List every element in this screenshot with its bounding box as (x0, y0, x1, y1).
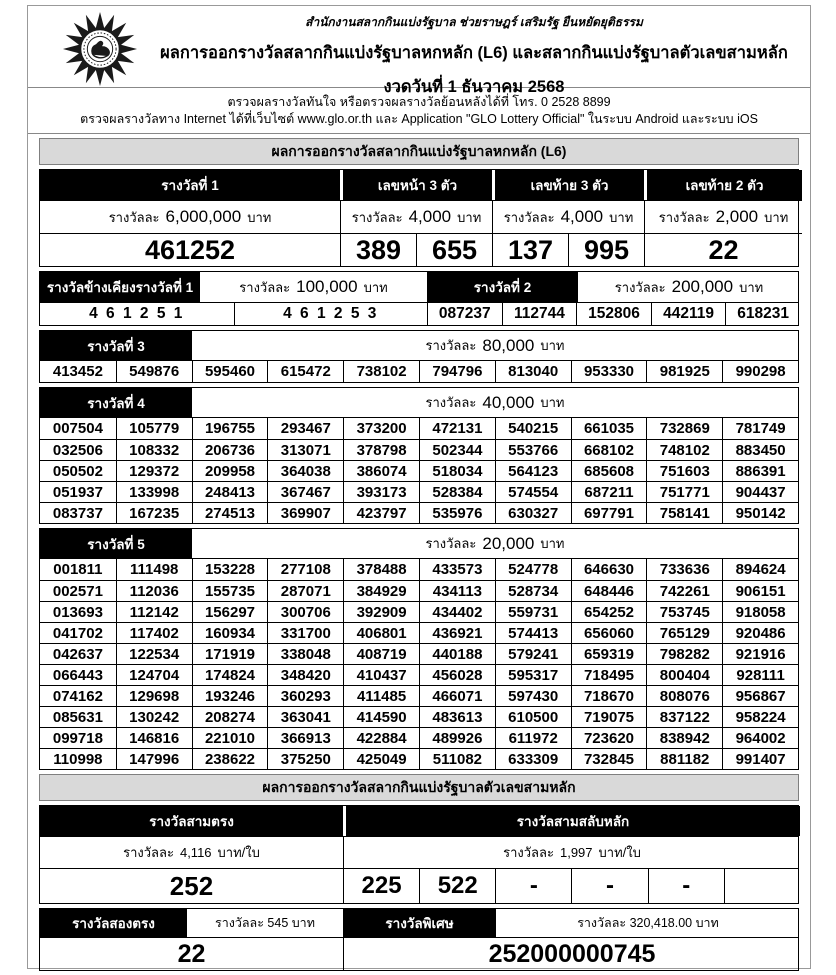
prize4-number: 007504 (52, 420, 103, 437)
prize5-number: 378488 (343, 559, 419, 580)
permuted3-dash: - (648, 869, 724, 903)
prize5-number: 489926 (419, 727, 495, 748)
prize5-number: 410437 (343, 664, 419, 685)
prize4-number: 904437 (722, 481, 798, 502)
prize5-number: 221010 (192, 727, 268, 748)
prize5-amount: รางวัลละ 20,000 บาท (425, 533, 565, 553)
prize5-number: 808076 (646, 685, 722, 706)
prize5-number: 375250 (267, 748, 343, 769)
prize5-number: 659319 (571, 643, 647, 664)
prize3-header: รางวัลที่ 3 (40, 331, 192, 360)
prize5-number: 434113 (419, 580, 495, 601)
prize2-number: 112744 (502, 303, 577, 325)
prize5-number: 434402 (419, 601, 495, 622)
prize3-table (39, 330, 799, 383)
prize5-number: 956867 (722, 685, 798, 706)
straight3-number: 252 (169, 870, 214, 901)
permuted3-header: รางวัลสามสลับหลัก (343, 806, 800, 836)
prize4-number: 386074 (343, 460, 419, 481)
prize5-number: 633309 (495, 748, 571, 769)
prize5-number: 718495 (571, 664, 647, 685)
prize4-number: 313071 (267, 439, 343, 460)
permuted3-number: 522 (419, 869, 495, 903)
prize5-number: 906151 (722, 580, 798, 601)
permuted3-number: 225 (343, 869, 419, 903)
prize4-number: 472131 (419, 418, 495, 439)
prize4-number: 751771 (646, 481, 722, 502)
prize3-number: 738102 (343, 361, 419, 382)
prize4-number: 535976 (419, 502, 495, 523)
prize4-number: 886391 (722, 460, 798, 481)
prize5-number: 406801 (343, 622, 419, 643)
prize5-number: 238622 (192, 748, 268, 769)
first-prize-amount: รางวัลละ 6,000,000 บาท (40, 200, 340, 233)
prize4-number: 206736 (192, 439, 268, 460)
prize5-number: 654252 (571, 601, 647, 622)
prize5-number: 193246 (192, 685, 268, 706)
prize4-number: 758141 (646, 502, 722, 523)
prize4-number: 518034 (419, 460, 495, 481)
prize4-number: 105779 (116, 418, 192, 439)
prize3-number: 615472 (267, 361, 343, 382)
prize5-number: 384929 (343, 580, 419, 601)
prize5-number: 964002 (722, 727, 798, 748)
prize5-number: 338048 (267, 643, 343, 664)
prize5-number: 920486 (722, 622, 798, 643)
prize5-number: 483613 (419, 706, 495, 727)
glo-emblem-logo (61, 10, 139, 88)
agency-tagline: สำนักงานสลากกินแบ่งรัฐบาล ช่วยราษฎร์ เสริมรัฐ ยืนหยัดยุติธรรม (305, 15, 643, 29)
contact-web-line: ตรวจผลรางวัลทาง Internet ได้ที่เว็บไซต์ www.glo.or.th และ Application "GLO Lottery Official" ในระบบ Android และระบบ iOS (80, 112, 758, 126)
prize4-number: 129372 (116, 460, 192, 481)
prize5-number: 300706 (267, 601, 343, 622)
prize4-number: 364038 (267, 460, 343, 481)
adjacent-prize2-table (39, 271, 799, 326)
prize3-numbers (40, 360, 798, 382)
prize5-number: 099718 (40, 727, 116, 748)
last3-amount: รางวัลละ 4,000 บาท (492, 200, 644, 233)
prize5-number: 422884 (343, 727, 419, 748)
prize5-number: 574413 (495, 622, 571, 643)
prize4-number: 574554 (495, 481, 571, 502)
prize5-numbers (40, 558, 798, 769)
prize4-number: 108332 (116, 439, 192, 460)
prize4-number: 393173 (343, 481, 419, 502)
prize5-number: 733636 (646, 559, 722, 580)
prize4-number: 373200 (343, 418, 419, 439)
prize5-header: รางวัลที่ 5 (40, 529, 192, 558)
prize4-number: 209958 (192, 460, 268, 481)
three-digit-table (39, 805, 799, 904)
prize3-number: 413452 (52, 363, 103, 380)
prize5-number: 610500 (495, 706, 571, 727)
prize5-number: 928111 (722, 664, 798, 685)
adjacent-prize-amount: รางวัลละ 100,000 บาท (239, 277, 388, 296)
prize2-number: 618231 (725, 303, 800, 325)
prize5-number: 001811 (53, 561, 103, 578)
prize4-number: 274513 (192, 502, 268, 523)
straight2-number: 22 (177, 939, 206, 968)
prize5-number: 129698 (116, 685, 192, 706)
section-title-l6: ผลการออกรางวัลสลากกินแบ่งรัฐบาลหกหลัก (L6) (39, 138, 799, 165)
front3-number-2: 655 (416, 233, 492, 266)
adjacent-number-1: 4 6 1 2 5 1 (89, 305, 185, 322)
prize5-number: 348420 (267, 664, 343, 685)
permuted3-amount: รางวัลละ 1,997 บาท/ใบ (343, 837, 800, 868)
permuted3-dash: - (495, 869, 571, 903)
prize4-number: 661035 (571, 418, 647, 439)
prize5-number: 408719 (343, 643, 419, 664)
prize3-number: 981925 (646, 361, 722, 382)
prize4-number: 502344 (419, 439, 495, 460)
prize4-number: 685608 (571, 460, 647, 481)
prize5-number: 894624 (722, 559, 798, 580)
last3-header: เลขท้าย 3 ตัว (492, 170, 644, 200)
prize5-number: 798282 (646, 643, 722, 664)
first-prize-number: 461252 (40, 233, 340, 266)
adjacent-number-2: 4 6 1 2 5 3 (234, 303, 428, 325)
prize5-number: 147996 (116, 748, 192, 769)
prize4-number: 528384 (419, 481, 495, 502)
prize3-number: 595460 (192, 361, 268, 382)
contact-phone-line: ตรวจผลรางวัลทันใจ หรือตรวจผลรางวัลย้อนหลังได้ที่ โทร. 0 2528 8899 (227, 95, 611, 109)
prize3-amount: รางวัลละ 80,000 บาท (425, 335, 565, 355)
prize5-number: 331700 (267, 622, 343, 643)
straight2-amount: รางวัลละ 545 บาท (215, 916, 315, 930)
prize5-number: 559731 (495, 601, 571, 622)
prize5-number: 425049 (343, 748, 419, 769)
prize5-number: 595317 (495, 664, 571, 685)
prize5-number: 723620 (571, 727, 647, 748)
prize4-number: 167235 (116, 502, 192, 523)
prize5-number: 155735 (192, 580, 268, 601)
first-prize-header: รางวัลที่ 1 (40, 170, 340, 200)
prize5-number: 765129 (646, 622, 722, 643)
prize5-number: 042637 (40, 643, 116, 664)
two-digit-special-table (39, 908, 799, 971)
prize2-header: รางวัลที่ 2 (427, 272, 578, 302)
prize4-number: 133998 (116, 481, 192, 502)
prize5-number: 524778 (495, 559, 571, 580)
prize5-number: 160934 (192, 622, 268, 643)
prize3-number: 549876 (116, 361, 192, 382)
prize4-number: 697791 (571, 502, 647, 523)
prize5-number: 579241 (495, 643, 571, 664)
prize4-numbers (40, 417, 798, 523)
prize2-number: 152806 (576, 303, 651, 325)
prize5-number: 117402 (116, 622, 192, 643)
prize5-number: 085631 (40, 706, 116, 727)
prize4-number: 564123 (495, 460, 571, 481)
prize5-number: 732845 (571, 748, 647, 769)
prize5-number: 411485 (343, 685, 419, 706)
prize5-number: 363041 (267, 706, 343, 727)
prize5-table (39, 528, 799, 770)
permuted3-dash: - (571, 869, 647, 903)
prize5-number: 111498 (116, 559, 192, 580)
last3-number-1: 137 (492, 233, 568, 266)
prize5-number: 921916 (722, 643, 798, 664)
prize2-amount: รางวัลละ 200,000 บาท (614, 277, 764, 296)
straight2-header: รางวัลสองตรง (40, 909, 187, 937)
adjacent-prize-header: รางวัลข้างเคียงรางวัลที่ 1 (40, 272, 200, 302)
prize4-number: 540215 (495, 418, 571, 439)
prize4-number: 196755 (192, 418, 268, 439)
prize4-number: 732869 (646, 418, 722, 439)
prize5-number: 881182 (646, 748, 722, 769)
special-prize-amount: รางวัลละ 320,418.00 บาท (577, 916, 719, 930)
prize5-number: 110998 (40, 748, 116, 769)
prize5-number: 753745 (646, 601, 722, 622)
prize4-number: 781749 (722, 418, 798, 439)
prize5-number: 124704 (116, 664, 192, 685)
prize5-number: 511082 (419, 748, 495, 769)
prize5-number: 013693 (40, 601, 116, 622)
lottery-results-sheet (27, 5, 811, 969)
prize5-number: 838942 (646, 727, 722, 748)
document-header (28, 6, 810, 96)
prize5-number: 041702 (40, 622, 116, 643)
prize4-number: 378798 (343, 439, 419, 460)
prize4-number: 293467 (267, 418, 343, 439)
prize4-number: 751603 (646, 460, 722, 481)
prize5-number: 277108 (267, 559, 343, 580)
prize3-number: 813040 (495, 361, 571, 382)
prize5-number: 287071 (267, 580, 343, 601)
special-prize-header: รางวัลพิเศษ (343, 909, 496, 937)
prize5-number: 153228 (192, 559, 268, 580)
prize4-number: 032506 (40, 439, 116, 460)
last2-header: เลขท้าย 2 ตัว (644, 170, 802, 200)
prize2-number: 442119 (651, 303, 726, 325)
prize5-number: 156297 (192, 601, 268, 622)
prize5-number: 837122 (646, 706, 722, 727)
prize5-number: 066443 (40, 664, 116, 685)
prize4-number: 553766 (495, 439, 571, 460)
draw-date: งวดวันที่ 1 ธันวาคม 2568 (383, 78, 565, 96)
prize5-number: 440188 (419, 643, 495, 664)
front3-number-1: 389 (340, 233, 416, 266)
last2-number: 22 (644, 233, 802, 266)
prize5-number: 112036 (116, 580, 192, 601)
first-prize-table (39, 169, 799, 267)
prize5-number: 528734 (495, 580, 571, 601)
prize5-number: 991407 (722, 748, 798, 769)
prize5-number: 208274 (192, 706, 268, 727)
prize5-number: 433573 (419, 559, 495, 580)
prize5-number: 719075 (571, 706, 647, 727)
prize4-amount: รางวัลละ 40,000 บาท (425, 392, 565, 412)
prize3-number: 990298 (722, 361, 798, 382)
prize5-number: 112142 (116, 601, 192, 622)
prize4-number: 423797 (343, 502, 419, 523)
page-title: ผลการออกรางวัลสลากกินแบ่งรัฐบาลหกหลัก (L6) และสลากกินแบ่งรัฐบาลตัวเลขสามหลัก (160, 44, 788, 62)
prize5-number: 646630 (571, 559, 647, 580)
prize4-number: 748102 (646, 439, 722, 460)
prize5-number: 611972 (495, 727, 571, 748)
straight3-header: รางวัลสามตรง (40, 806, 343, 836)
last3-number-2: 995 (568, 233, 644, 266)
prize4-header: รางวัลที่ 4 (40, 388, 192, 417)
prize4-number: 687211 (571, 481, 647, 502)
prize5-number: 597430 (495, 685, 571, 706)
straight3-amount: รางวัลละ 4,116 บาท/ใบ (123, 845, 260, 860)
prize5-number: 392909 (343, 601, 419, 622)
prize5-number: 130242 (116, 706, 192, 727)
front3-header: เลขหน้า 3 ตัว (340, 170, 492, 200)
front3-amount: รางวัลละ 4,000 บาท (340, 200, 492, 233)
prize4-number: 883450 (722, 439, 798, 460)
prize5-number: 456028 (419, 664, 495, 685)
last2-amount: รางวัลละ 2,000 บาท (644, 200, 802, 233)
prize5-number: 074162 (40, 685, 116, 706)
prize3-number: 794796 (419, 361, 495, 382)
prize3-number: 953330 (571, 361, 647, 382)
prize5-number: 958224 (722, 706, 798, 727)
prize5-number: 171919 (192, 643, 268, 664)
prize5-number: 002571 (40, 580, 116, 601)
prize5-number: 360293 (267, 685, 343, 706)
prize5-number: 174824 (192, 664, 268, 685)
prize5-number: 366913 (267, 727, 343, 748)
permuted3-empty (724, 869, 800, 903)
prize4-number: 369907 (267, 502, 343, 523)
prize4-number: 668102 (571, 439, 647, 460)
prize5-number: 800404 (646, 664, 722, 685)
prize4-number: 950142 (722, 502, 798, 523)
prize5-number: 466071 (419, 685, 495, 706)
prize4-number: 630327 (495, 502, 571, 523)
prize5-number: 718670 (571, 685, 647, 706)
prize5-number: 122534 (116, 643, 192, 664)
prize5-number: 436921 (419, 622, 495, 643)
prize4-number: 051937 (40, 481, 116, 502)
prize5-number: 414590 (343, 706, 419, 727)
prize4-table (39, 387, 799, 524)
prize5-number: 918058 (722, 601, 798, 622)
prize5-number: 146816 (116, 727, 192, 748)
prize5-number: 742261 (646, 580, 722, 601)
prize4-number: 083737 (40, 502, 116, 523)
prize4-number: 248413 (192, 481, 268, 502)
prize4-number: 367467 (267, 481, 343, 502)
section-title-three-digit: ผลการออกรางวัลสลากกินแบ่งรัฐบาลตัวเลขสามหลัก (39, 774, 799, 801)
special-prize-number: 252000000745 (343, 938, 800, 970)
prize5-number: 648446 (571, 580, 647, 601)
prize2-number: 087237 (427, 303, 502, 325)
prize4-number: 050502 (40, 460, 116, 481)
prize5-number: 656060 (571, 622, 647, 643)
